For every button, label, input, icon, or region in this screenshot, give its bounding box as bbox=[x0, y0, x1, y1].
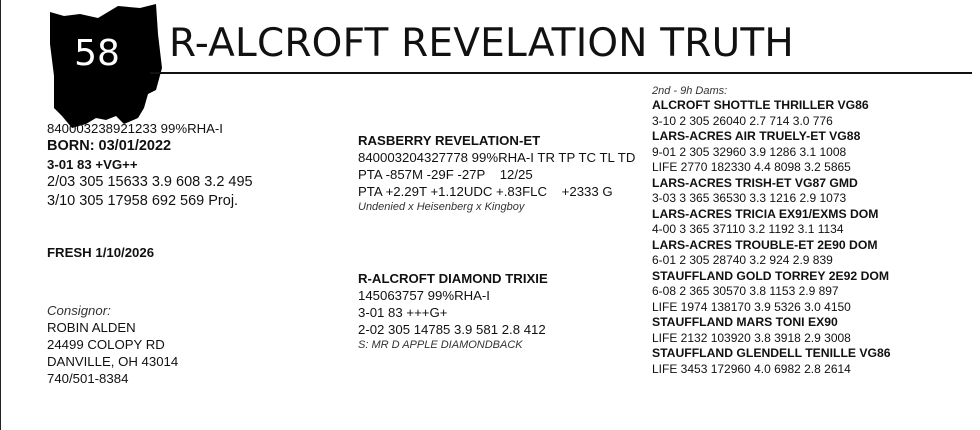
sire-line: PTA +2.29T +1.12UDC +.83FLC +2333 G bbox=[358, 184, 613, 199]
dam-entry-record: LIFE 3453 172960 4.0 6982 2.8 2614 bbox=[652, 361, 851, 376]
dam-entry-record: 6-08 2 365 30570 3.8 1153 2.9 897 bbox=[652, 284, 839, 298]
dam-entry-record: 3-03 3 365 36530 3.3 1216 2.9 1073 bbox=[652, 191, 847, 205]
sire-block bbox=[358, 132, 635, 215]
dam-line: 3-01 83 +++G+ bbox=[358, 305, 448, 320]
title-rule bbox=[150, 72, 972, 74]
sire-name: RASBERRY REVELATION-ET bbox=[358, 133, 541, 148]
dam-sire-note: S: MR D APPLE DIAMONDBACK bbox=[358, 339, 523, 351]
classification: 3-01 83 +VG++ bbox=[47, 157, 138, 172]
dam-entry-name: STAUFFLAND GLENDELL TENILLE VG86 bbox=[652, 346, 891, 360]
dam-entry-record: 6-01 2 305 28740 3.2 924 2.9 839 bbox=[652, 253, 833, 267]
dam-entry-record: 4-00 3 365 37110 3.2 1192 3.1 1134 bbox=[652, 222, 844, 236]
consignor-heading: Consignor: bbox=[47, 303, 111, 318]
dam-entry-name: LARS-ACRES TROUBLE-ET 2E90 DOM bbox=[652, 237, 878, 252]
dam-entry-name: LARS-ACRES TRICIA EX91/EXMS DOM bbox=[652, 206, 879, 221]
animal-info bbox=[47, 120, 253, 211]
born-date: BORN: 03/01/2022 bbox=[47, 138, 172, 154]
consignor-line: 24499 COLOPY RD bbox=[47, 337, 165, 352]
sire-line: PTA -857M -29F -27P 12/25 bbox=[358, 167, 533, 182]
dam-line: 2-02 305 14785 3.9 581 2.8 412 bbox=[358, 322, 546, 337]
dam-name: R-ALCROFT DIAMOND TRIXIE bbox=[358, 271, 548, 286]
dams-heading: 2nd - 9h Dams: bbox=[652, 85, 728, 97]
page-title: R-ALCROFT REVELATION TRUTH bbox=[169, 21, 794, 66]
dams-block bbox=[652, 84, 891, 377]
sire-pedigree: Undenied x Heisenberg x Kingboy bbox=[358, 201, 525, 213]
dam-entry-name: ALCROFT SHOTTLE THRILLER VG86 bbox=[652, 98, 869, 112]
dam-entry-name: LARS-ACRES TRISH-ET VG87 GMD bbox=[652, 175, 858, 190]
dam-entry-name: STAUFFLAND MARS TONI EX90 bbox=[652, 315, 838, 329]
sire-line: 840003204327778 99%RHA-I TR TP TC TL TD bbox=[358, 150, 636, 165]
dam-entry-record: LIFE 2770 182330 4.4 8098 3.2 5865 bbox=[652, 160, 851, 174]
dam-block bbox=[358, 270, 548, 353]
fresh-date: FRESH 1/10/2026 bbox=[47, 245, 155, 260]
dam-entry-record: LIFE 2132 103920 3.8 3918 2.9 3008 bbox=[652, 330, 851, 345]
consignor-line: 740/501-8384 bbox=[47, 371, 129, 386]
lot-number: 58 bbox=[74, 33, 120, 74]
record-line: 2/03 305 15633 3.9 608 3.2 495 bbox=[47, 174, 253, 190]
record-line: 3/10 305 17958 692 569 Proj. bbox=[47, 193, 239, 209]
dams-list bbox=[652, 98, 891, 377]
dam-line: 145063757 99%RHA-I bbox=[358, 288, 490, 303]
dam-entry-record: 3-10 2 305 26040 2.7 714 3.0 776 bbox=[652, 113, 833, 128]
consignor-line: ROBIN ALDEN bbox=[47, 320, 136, 335]
consignor-block bbox=[47, 302, 178, 387]
animal-id: 840003238921233 99%RHA-I bbox=[47, 121, 223, 136]
consignor-line: DANVILLE, OH 43014 bbox=[47, 354, 179, 369]
dam-entry-record: LIFE 1974 138170 3.9 5326 3.0 4150 bbox=[652, 299, 851, 314]
page-border bbox=[0, 0, 1, 430]
dam-entry-record: 9-01 2 305 32960 3.9 1286 3.1 1008 bbox=[652, 144, 847, 159]
dam-entry-name: STAUFFLAND GOLD TORREY 2E92 DOM bbox=[652, 268, 890, 283]
dam-entry-name: LARS-ACRES AIR TRUELY-ET VG88 bbox=[652, 129, 861, 143]
